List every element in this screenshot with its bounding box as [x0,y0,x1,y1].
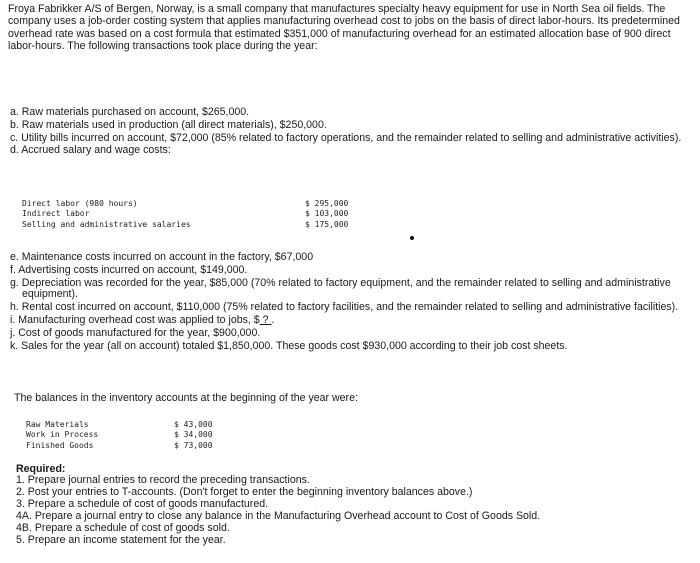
cursor-dot [410,236,414,240]
answer-blank[interactable]: ? [259,313,272,326]
wage-costs-table [22,199,362,230]
transaction-f: f. Advertising costs incurred on account, $149,000. [10,263,248,276]
inventory-label: Work in Process [26,430,99,440]
transaction-d: d. Accrued salary and wage costs: [10,144,171,157]
required-item: 4B. Prepare a schedule of cost of goods sold. [16,521,230,534]
required-item: 2. Post your entries to T-accounts. (Don't forget to enter the beginning inventory balances above.) [16,485,473,498]
transaction-g: g. Depreciation was recorded for the year, $85,000 (70% related to factory equipment, and the remainder related to selling and administrative equipment). [10,276,671,301]
required-item: 1. Prepare journal entries to record the preceding transactions. [16,474,310,486]
transaction-i [10,315,690,327]
transactions-list-e-k [10,252,690,353]
inventory-amount: $ 43,000 [174,420,213,429]
transaction-k: k. Sales for the year (all on account) totaled $1,850,000. These goods cost $930,000 according to their job cost sheets. [10,339,568,352]
wage-amount: $ 175,000 [305,219,349,229]
required-item: 4A. Prepare a journal entry to close any balance in the Manufacturing Overhead account to Cost of Goods Sold. [16,509,541,522]
inventory-label: Finished Goods [26,440,94,450]
table-row [26,430,226,440]
transaction-c: c. Utility bills incurred on account, $72,000 (85% related to factory operations, and the remainder related to selling and administrative activities). [10,131,682,144]
transaction-j: j. Cost of goods manufactured for the year, $900,000. [10,326,261,339]
wage-label: Indirect labor [22,209,90,219]
table-row [26,441,226,451]
wage-amount: $ 295,000 [305,199,349,208]
table-row [22,220,362,230]
balances-intro: The balances in the inventory accounts at the beginning of the year were: [14,392,358,404]
required-item: 5. Prepare an income statement for the year. [16,533,226,546]
transaction-h: h. Rental cost incurred on account, $110,000 (75% related to factory facilities, and the remainder related to selling and administrative facilities). [10,301,679,314]
transaction-i-text: i. Manufacturing overhead cost was applied to jobs, $ [10,313,260,326]
transactions-list-a-d [10,107,690,158]
table-row [26,420,226,430]
transaction-a: a. Raw materials purchased on account, $265,000. [10,106,250,118]
transaction-b: b. Raw materials used in production (all direct materials), $250,000. [10,118,327,131]
required-item: 3. Prepare a schedule of cost of goods manufactured. [16,497,269,510]
required-section [16,463,540,547]
inventory-amount: $ 73,000 [174,440,213,450]
inventory-label: Raw Materials [26,420,89,429]
transaction-e: e. Maintenance costs incurred on account in the factory, $67,000 [10,251,314,263]
table-row [22,209,362,219]
required-heading: Required: [16,463,66,475]
wage-label: Selling and administrative salaries [22,219,191,229]
inventory-amount: $ 34,000 [174,430,213,440]
problem-intro: Froya Fabrikker A/S of Bergen, Norway, is a small company that manufactures specialty heavy equipment for use in North Sea oil fields. The company uses a job-order costing system that applies manufacturing overhead cost to jobs on the basis of direct labor-hours. Its predetermined overhead rate was based on a cost formula that estimated $351,000 of manufacturing overhead for an estimated allocation base of 900 direct labor-hours. The following transactions took place during the year: [8,3,680,53]
transaction-i-end: . [271,313,275,326]
wage-amount: $ 103,000 [305,209,349,219]
inventory-balances-table [26,420,226,451]
wage-label: Direct labor (980 hours) [22,199,138,208]
table-row [22,199,362,209]
